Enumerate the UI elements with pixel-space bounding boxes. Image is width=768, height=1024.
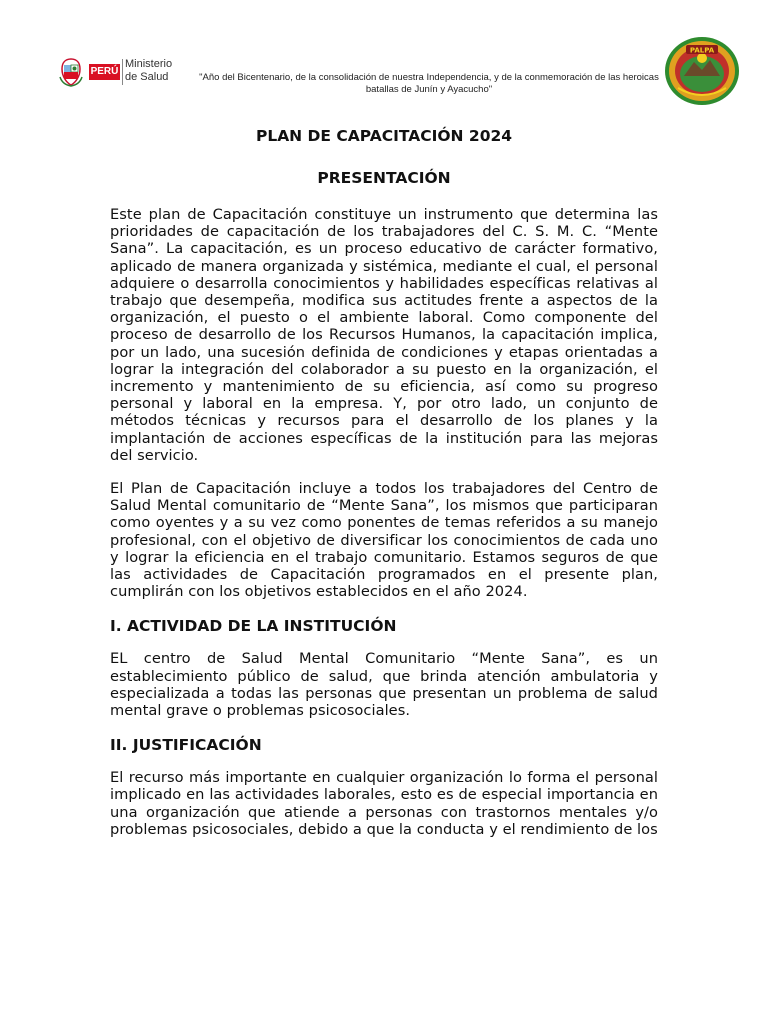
section-1-heading: I. ACTIVIDAD DE LA INSTITUCIÓN [110,617,397,636]
section-1-paragraph: EL centro de Salud Mental Comunitario “Mente Sana”, es un establecimiento público de salud, que brinda atención ambulatoria y especializada a todas las personas que presentan un problema de salud mental grave o problemas psicosociales. [110,650,658,720]
palpa-logo-text: PALPA [689,46,715,55]
minsa-logo [56,57,180,87]
page-header [0,0,768,120]
ministry-line-2: de Salud [125,71,169,83]
peru-coat-of-arms-icon [56,57,86,87]
document-body [110,124,658,854]
presentation-paragraph-2: El Plan de Capacitación incluye a todos los trabajadores del Centro de Salud Mental comunitario de “Mente Sana”, los mismos que participaran como oyentes y a su vez como ponentes de temas referidos a su manejo profesional, con el objetivo de diversificar los conocimientos de cada uno y lograr la eficiencia en el trabajo comunitario. Estamos seguros de que las actividades de Capacitación programados en el presente plan, cumplirán con los objetivos establecidos en el año 2024. [110,480,658,601]
logo-divider [122,59,123,85]
section-2-heading: II. JUSTIFICACIÓN [110,736,262,755]
palpa-logo-icon [664,36,740,106]
peru-label: PERÚ [89,64,120,80]
ministry-name [125,58,185,84]
document-title: PLAN DE CAPACITACIÓN 2024 [255,127,513,145]
presentation-paragraph-1: Este plan de Capacitación constituye un instrumento que determina las prioridades de capacitación de los trabajadores del C. S. M. C. “Mente Sana”. La capacitación, es un proceso educativo de carácter formativo, aplicado de manera organizada y sistémica, mediante el cual, el personal adquiere o desarrolla conocimientos y habilidades específicas relativas al trabajo que desempeña, modifica sus actitudes frente a aspectos de la organización, el puesto o el ambiente laboral. Como componente del proceso de desarrollo de los Recursos Humanos, la capacitación implica, por un lado, una sucesión definida de condiciones y etapas orientadas a lograr la integración del colaborador a su puesto en la organización, el incremento y mantenimiento de su eficiencia, así como su progreso personal y laboral en la empresa. Y, por otro lado, un conjunto de métodos técnicas y recursos para el desarrollo de los planes y la implantación de acciones específicas de la institución para las mejoras del servicio. [110,206,658,464]
ministry-line-1: Ministerio [125,58,173,70]
section-2-paragraph: El recurso más importante en cualquier organización lo forma el personal implicado en las actividades laborales, esto es de especial importancia en una organización que atiende a personas con trastornos mentales y/o problemas psicosociales, debido a que la conducta y el rendimiento de los [110,769,658,838]
presentation-heading: PRESENTACIÓN [317,169,451,187]
year-motto: "Año del Bicentenario, de la consolidación de nuestra Independencia, y de la conmemoración de las heroicas batallas de Junín y Ayacucho" [199,72,659,95]
